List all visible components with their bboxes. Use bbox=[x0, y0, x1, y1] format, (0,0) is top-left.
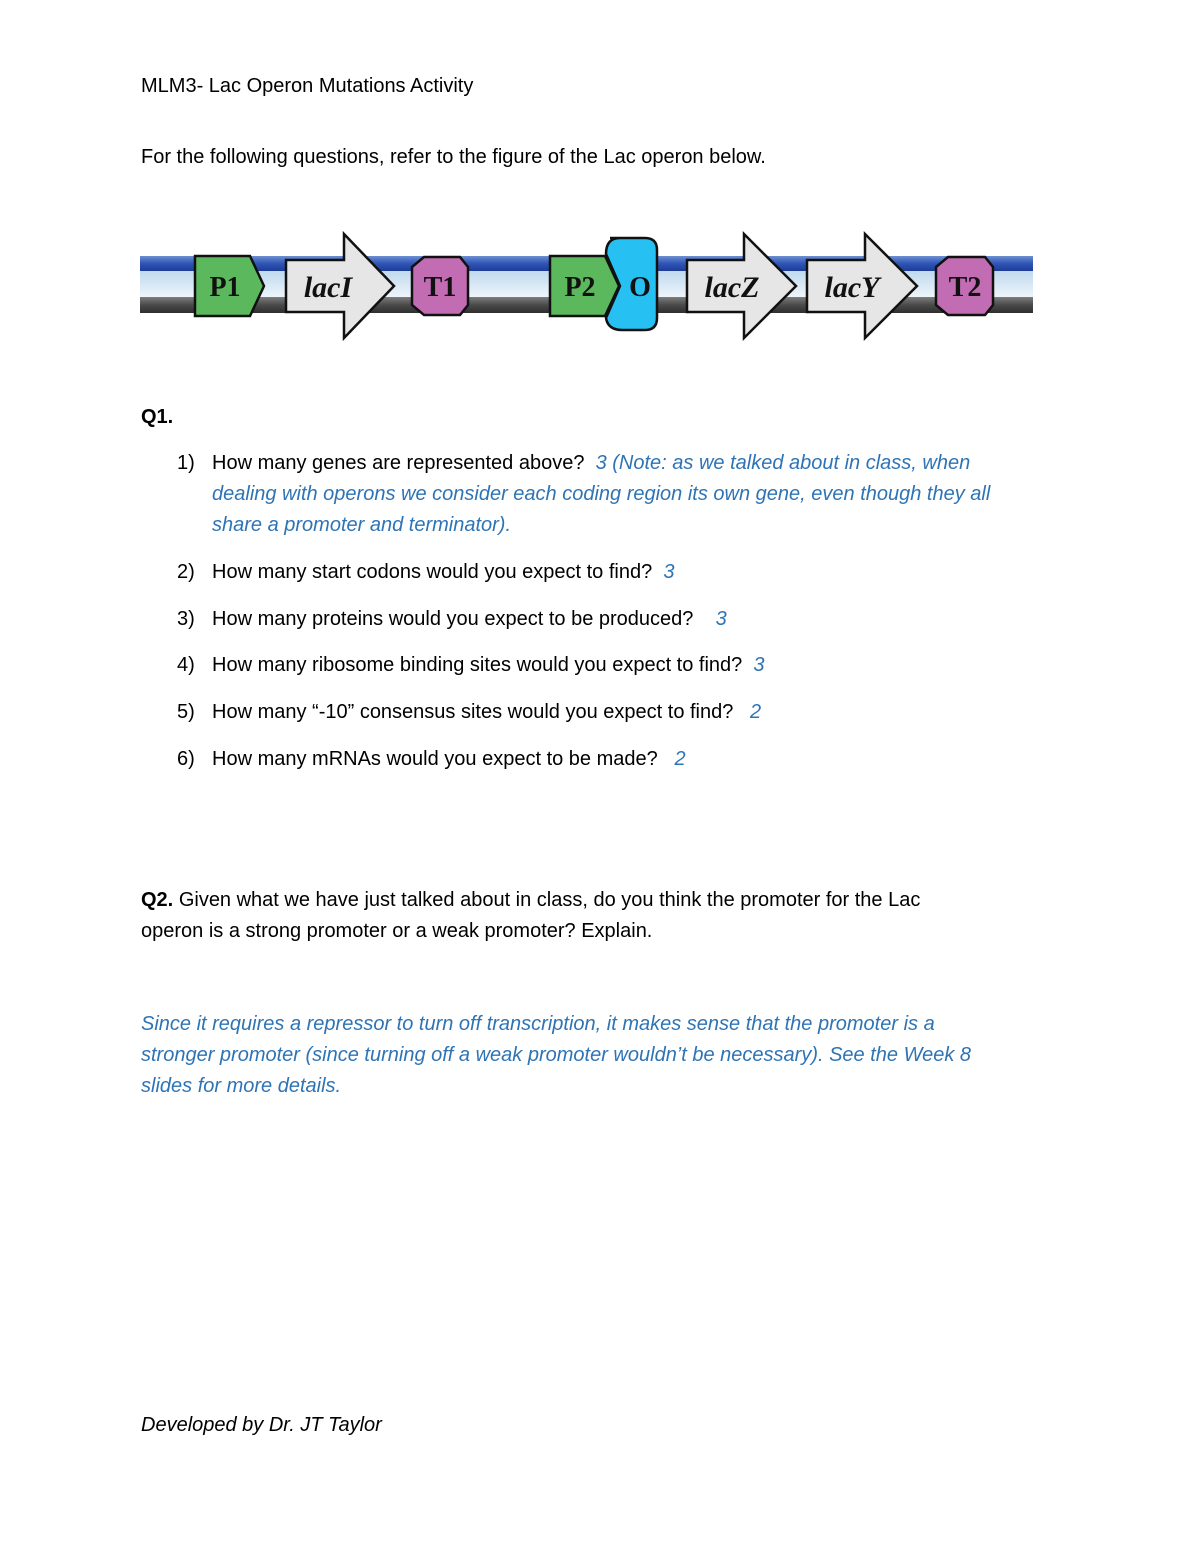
question-text bbox=[212, 697, 761, 728]
q2-heading: Q2. bbox=[141, 889, 174, 911]
item-number: 3) bbox=[177, 608, 195, 630]
laci-label: lacI bbox=[303, 271, 353, 304]
promoter-p1 bbox=[195, 256, 264, 316]
lac-operon-diagram bbox=[140, 230, 1035, 342]
promoter-p2 bbox=[550, 256, 619, 316]
gene-lacz bbox=[687, 234, 796, 338]
answer-text: share a promoter and terminator). bbox=[212, 514, 512, 536]
item-number: 5) bbox=[177, 701, 195, 723]
question-text bbox=[212, 650, 765, 681]
item-number: 1) bbox=[177, 452, 195, 474]
gene-lacy bbox=[807, 234, 917, 338]
question-label: How many mRNAs would you expect to be made? bbox=[212, 748, 658, 770]
item-number: 2) bbox=[177, 561, 195, 583]
terminator-t1 bbox=[412, 257, 468, 315]
t2-label: T2 bbox=[948, 272, 982, 303]
answer-text: 3 (Note: as we talked about in class, when bbox=[595, 452, 971, 474]
question-label: How many proteins would you expect to be produced? bbox=[212, 608, 694, 630]
gene-laci bbox=[286, 234, 394, 338]
intro-text: For the following questions, refer to the figure of the Lac operon below. bbox=[141, 146, 766, 168]
q2-answer-text: slides for more details. bbox=[141, 1075, 342, 1097]
item-number: 6) bbox=[177, 748, 195, 770]
q2-question-text: Given what we have just talked about in class, do you think the promoter for the Lac bbox=[178, 889, 921, 911]
t1-label: T1 bbox=[423, 272, 457, 303]
q1-heading: Q1. bbox=[141, 406, 174, 428]
question-text bbox=[212, 557, 674, 588]
q2-question-text: operon is a strong promoter or a weak promoter? Explain. bbox=[141, 920, 653, 942]
item-number: 4) bbox=[177, 654, 195, 676]
lacy-label: lacY bbox=[824, 271, 880, 304]
q2-question-line bbox=[141, 885, 920, 916]
question-label: How many “-10” consensus sites would you expect to find? bbox=[212, 701, 734, 723]
q2-answer-text: stronger promoter (since turning off a weak promoter wouldn’t be necessary). See the Week 8 bbox=[141, 1044, 972, 1066]
answer-text: 3 bbox=[715, 608, 727, 630]
answer-text: 2 bbox=[674, 748, 686, 770]
answer-text: dealing with operons we consider each coding region its own gene, even though they all bbox=[212, 483, 991, 505]
terminator-t2 bbox=[936, 257, 993, 315]
document-title: MLM3- Lac Operon Mutations Activity bbox=[141, 75, 474, 97]
question-label: How many start codons would you expect to find? bbox=[212, 561, 653, 583]
q2-answer-text: Since it requires a repressor to turn off transcription, it makes sense that the promoter is a bbox=[141, 1013, 935, 1035]
question-text bbox=[212, 448, 970, 479]
question-text bbox=[212, 604, 727, 635]
lacz-label: lacZ bbox=[704, 271, 760, 304]
operator-label: O bbox=[629, 272, 651, 303]
answer-text: 2 bbox=[750, 701, 762, 723]
p2-label: P2 bbox=[564, 272, 596, 303]
answer-text: 3 bbox=[753, 654, 765, 676]
answer-text: 3 bbox=[663, 561, 675, 583]
question-text bbox=[212, 744, 686, 775]
question-label: How many genes are represented above? bbox=[212, 452, 585, 474]
p1-label: P1 bbox=[209, 272, 241, 303]
footer-credit: Developed by Dr. JT Taylor bbox=[141, 1414, 382, 1436]
question-label: How many ribosome binding sites would you expect to find? bbox=[212, 654, 743, 676]
